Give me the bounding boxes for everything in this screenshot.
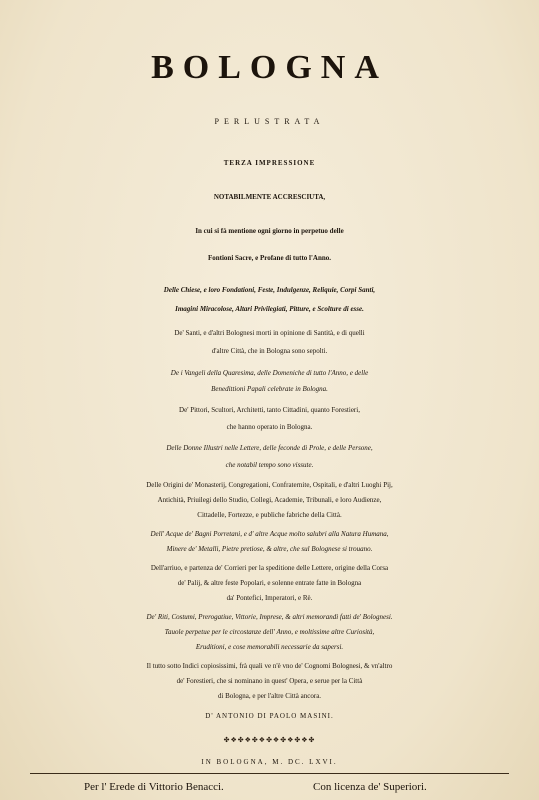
description-line-1: In cui si fà mentione ogni giorno in perpetuo delle bbox=[195, 227, 344, 235]
expanded-note: NOTABILMENTE ACCRESCIUTA, bbox=[213, 193, 326, 201]
contents-line: d'altre Città, che in Bologna sono sepolti. bbox=[211, 347, 328, 355]
contents-line: Dell' Acque de' Bagni Porretani, e d' altre Acque molto salubri alla Natura Humana, bbox=[150, 530, 389, 538]
license-line: Con licenza de' Superiori. bbox=[313, 781, 427, 793]
contents-line: De' Santi, e d'altri Bolognesi morti in opinione di Santità, e di quelli bbox=[174, 329, 365, 337]
contents-line: de' Forestieri, che si nominano in quest' Opera, e serue per la Città bbox=[176, 677, 363, 685]
contents-line: che hanno operato in Bologna. bbox=[226, 423, 313, 431]
description-line-2: Fontioni Sacre, e Profane di tutto l'Anno. bbox=[207, 254, 332, 262]
contents-line: Dell'arriuo, e partenza de' Corrieri per la speditione delle Lettere, origine della Corsa bbox=[150, 564, 389, 572]
contents-line: Delle Donne Illustri nelle Lettere, delle feconde di Prole, e delle Persone, bbox=[166, 444, 373, 452]
contents-line: De i Vangeli della Quaresima, delle Domeniche di tutto l'Anno, e delle bbox=[170, 369, 369, 377]
contents-line: da' Pontefici, Imperatori, e Rè. bbox=[226, 594, 313, 602]
contents-line: Benedittioni Papali celebrate in Bologna. bbox=[211, 385, 328, 393]
contents-line: de' Palij, & altre feste Popolari, e solenne entrate fatte in Bologna bbox=[177, 579, 362, 587]
ornament-band: ✤❖✤❖✤❖✤❖✤❖✤❖✤ bbox=[223, 736, 316, 744]
contents-line: Minere de' Metalli, Pietre pretiose, & altre, che sul Bolognese si trouano. bbox=[166, 545, 373, 553]
author-line: D' ANTONIO DI PAOLO MASINI. bbox=[205, 712, 334, 720]
contents-line: Imagini Miracolose, Altari Privilegiati, Pitture, e Scolture di esse. bbox=[175, 305, 364, 313]
contents-line: Tauole perpetue per le circostanze dell' Anno, e moltissime altre Curiosità, bbox=[164, 628, 375, 636]
subtitle: PERLUSTRATA bbox=[214, 117, 325, 126]
edition-line: TERZA IMPRESSIONE bbox=[223, 159, 316, 167]
contents-line: che notabil tempo sono vissute. bbox=[225, 461, 314, 469]
contents-line: De' Riti, Costumi, Prerogatiue, Vittorie, Imprese, & altri memorandi fatti de' Bolognesi. bbox=[146, 613, 393, 621]
contents-line: Delle Origini de' Monasterij, Congregationi, Confraternite, Ospitali, e d'altri Luoghi Pij, bbox=[146, 481, 393, 489]
contents-line: Cittadelle, Fortezze, e publiche fabriche della Città. bbox=[197, 511, 342, 519]
contents-line: Eruditioni, e cose memorabili necessarie da sapersi. bbox=[195, 643, 344, 651]
imprint-line: IN BOLOGNA, M. DC. LXVI. bbox=[201, 758, 338, 766]
contents-line: Antichità, Priuilegi dello Studio, Collegi, Academie, Tribunali, e loro Audienze, bbox=[157, 496, 382, 504]
printer-line: Per l' Erede di Vittorio Benacci. bbox=[84, 781, 224, 793]
imprint-rule bbox=[30, 773, 509, 774]
contents-line: di Bologna, e per l'altre Città ancora. bbox=[217, 692, 322, 700]
main-title: BOLOGNA bbox=[151, 49, 388, 86]
contents-line: Il tutto sotto Indici copiosissimi, frà quali ve n'è vno de' Cognomi Bolognesi, & vn'altro bbox=[146, 662, 393, 670]
contents-line: Delle Chiese, e loro Fondationi, Feste, Indulgenze, Reliquie, Corpi Santi, bbox=[163, 286, 376, 294]
contents-line: De' Pittori, Scultori, Architetti, tanto Cittadini, quanto Forestieri, bbox=[179, 406, 360, 414]
